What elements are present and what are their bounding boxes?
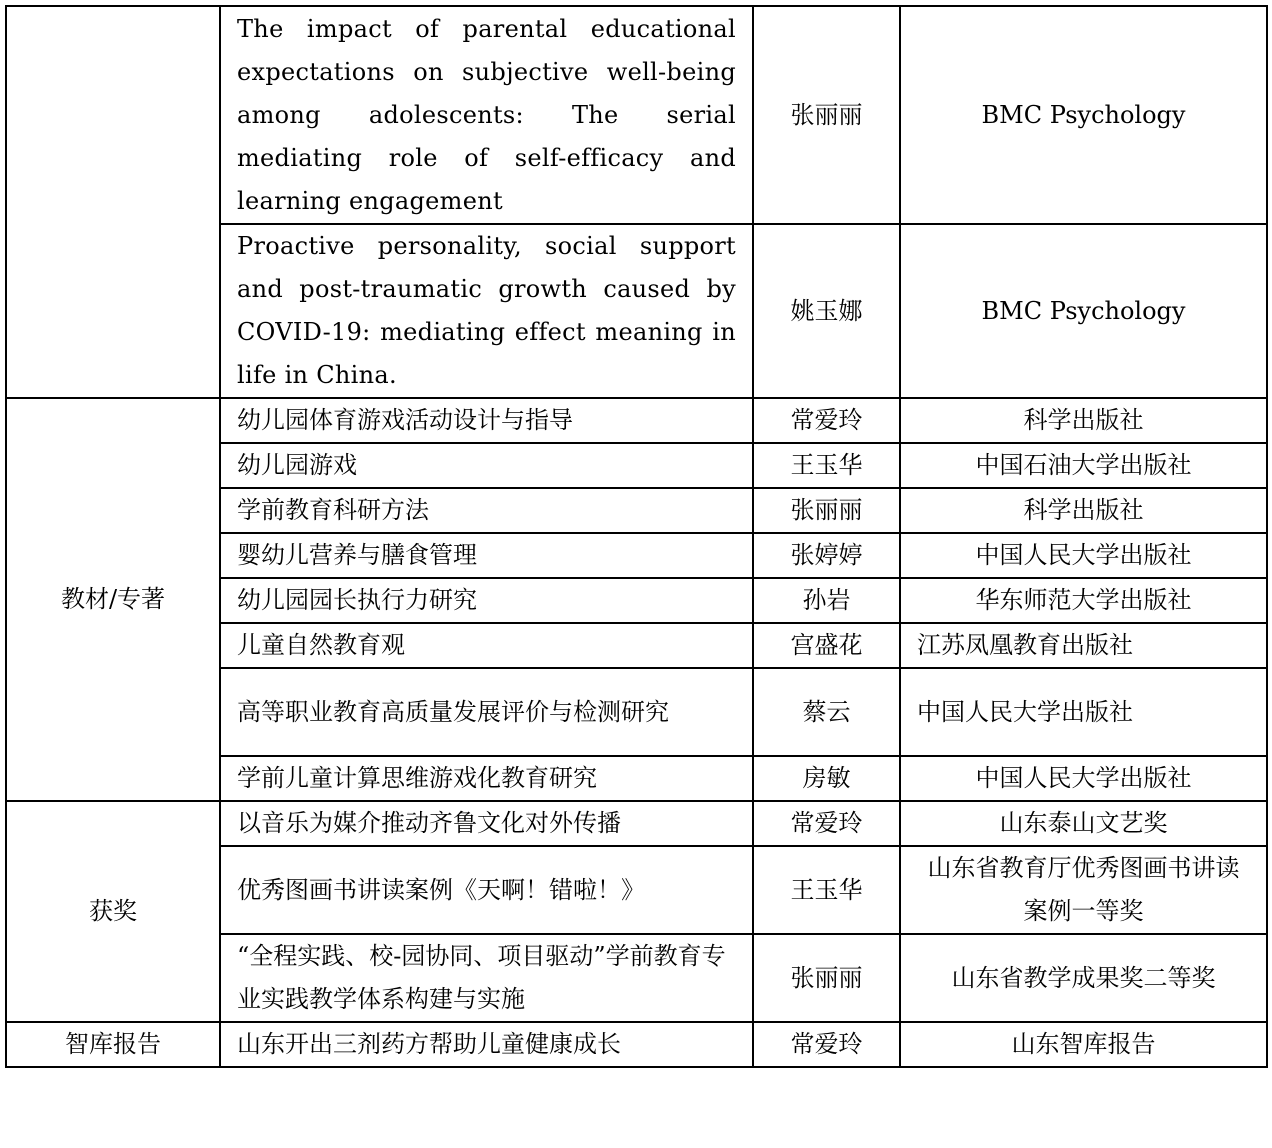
category-cell: 获奖 bbox=[6, 801, 220, 1022]
venue-cell: 科学出版社 bbox=[900, 488, 1267, 533]
category-cell: 教材/专著 bbox=[6, 398, 220, 801]
achievements-table bbox=[5, 5, 1268, 1068]
category-cell-empty bbox=[6, 6, 220, 398]
title-cell: 高等职业教育高质量发展评价与检测研究 bbox=[220, 668, 753, 756]
venue-cell: 山东省教育厅优秀图画书讲读案例一等奖 bbox=[900, 846, 1267, 934]
title-cell: 学前儿童计算思维游戏化教育研究 bbox=[220, 756, 753, 801]
author-cell: 张丽丽 bbox=[753, 488, 900, 533]
venue-cell: BMC Psychology bbox=[900, 224, 1267, 398]
title-cell: 幼儿园园长执行力研究 bbox=[220, 578, 753, 623]
venue-cell: 科学出版社 bbox=[900, 398, 1267, 443]
venue-cell: 中国人民大学出版社 bbox=[900, 756, 1267, 801]
author-cell: 蔡云 bbox=[753, 668, 900, 756]
author-cell: 张丽丽 bbox=[753, 6, 900, 224]
venue-cell: 中国人民大学出版社 bbox=[900, 533, 1267, 578]
title-cell: 学前教育科研方法 bbox=[220, 488, 753, 533]
venue-cell: 山东省教学成果奖二等奖 bbox=[900, 934, 1267, 1022]
author-cell: 宫盛花 bbox=[753, 623, 900, 668]
table-row bbox=[6, 1022, 1267, 1067]
title-cell: 幼儿园游戏 bbox=[220, 443, 753, 488]
category-cell: 智库报告 bbox=[6, 1022, 220, 1067]
title-cell: The impact of parental educational expectations on subjective well-being among adolescents: The serial mediating role of self-efficacy and learning engagement bbox=[220, 6, 753, 224]
venue-cell: 中国石油大学出版社 bbox=[900, 443, 1267, 488]
author-cell: 张婷婷 bbox=[753, 533, 900, 578]
author-cell: 王玉华 bbox=[753, 846, 900, 934]
title-cell: 山东开出三剂药方帮助儿童健康成长 bbox=[220, 1022, 753, 1067]
author-cell: 常爱玲 bbox=[753, 1022, 900, 1067]
title-cell: 婴幼儿营养与膳食管理 bbox=[220, 533, 753, 578]
author-cell: 姚玉娜 bbox=[753, 224, 900, 398]
table-row bbox=[6, 6, 1267, 224]
author-cell: 张丽丽 bbox=[753, 934, 900, 1022]
title-cell: Proactive personality, social support and post-traumatic growth caused by COVID-19: mediating effect meaning in life in China. bbox=[220, 224, 753, 398]
title-cell: “全程实践、校-园协同、项目驱动”学前教育专业实践教学体系构建与实施 bbox=[220, 934, 753, 1022]
table-row bbox=[6, 398, 1267, 443]
title-cell: 优秀图画书讲读案例《天啊！错啦！》 bbox=[220, 846, 753, 934]
author-cell: 王玉华 bbox=[753, 443, 900, 488]
venue-cell: BMC Psychology bbox=[900, 6, 1267, 224]
title-cell: 儿童自然教育观 bbox=[220, 623, 753, 668]
venue-cell: 中国人民大学出版社 bbox=[900, 668, 1267, 756]
author-cell: 常爱玲 bbox=[753, 801, 900, 846]
venue-cell: 华东师范大学出版社 bbox=[900, 578, 1267, 623]
title-cell: 幼儿园体育游戏活动设计与指导 bbox=[220, 398, 753, 443]
venue-cell: 山东泰山文艺奖 bbox=[900, 801, 1267, 846]
author-cell: 常爱玲 bbox=[753, 398, 900, 443]
title-cell: 以音乐为媒介推动齐鲁文化对外传播 bbox=[220, 801, 753, 846]
author-cell: 孙岩 bbox=[753, 578, 900, 623]
venue-cell: 江苏凤凰教育出版社 bbox=[900, 623, 1267, 668]
author-cell: 房敏 bbox=[753, 756, 900, 801]
venue-cell: 山东智库报告 bbox=[900, 1022, 1267, 1067]
table-row bbox=[6, 801, 1267, 846]
